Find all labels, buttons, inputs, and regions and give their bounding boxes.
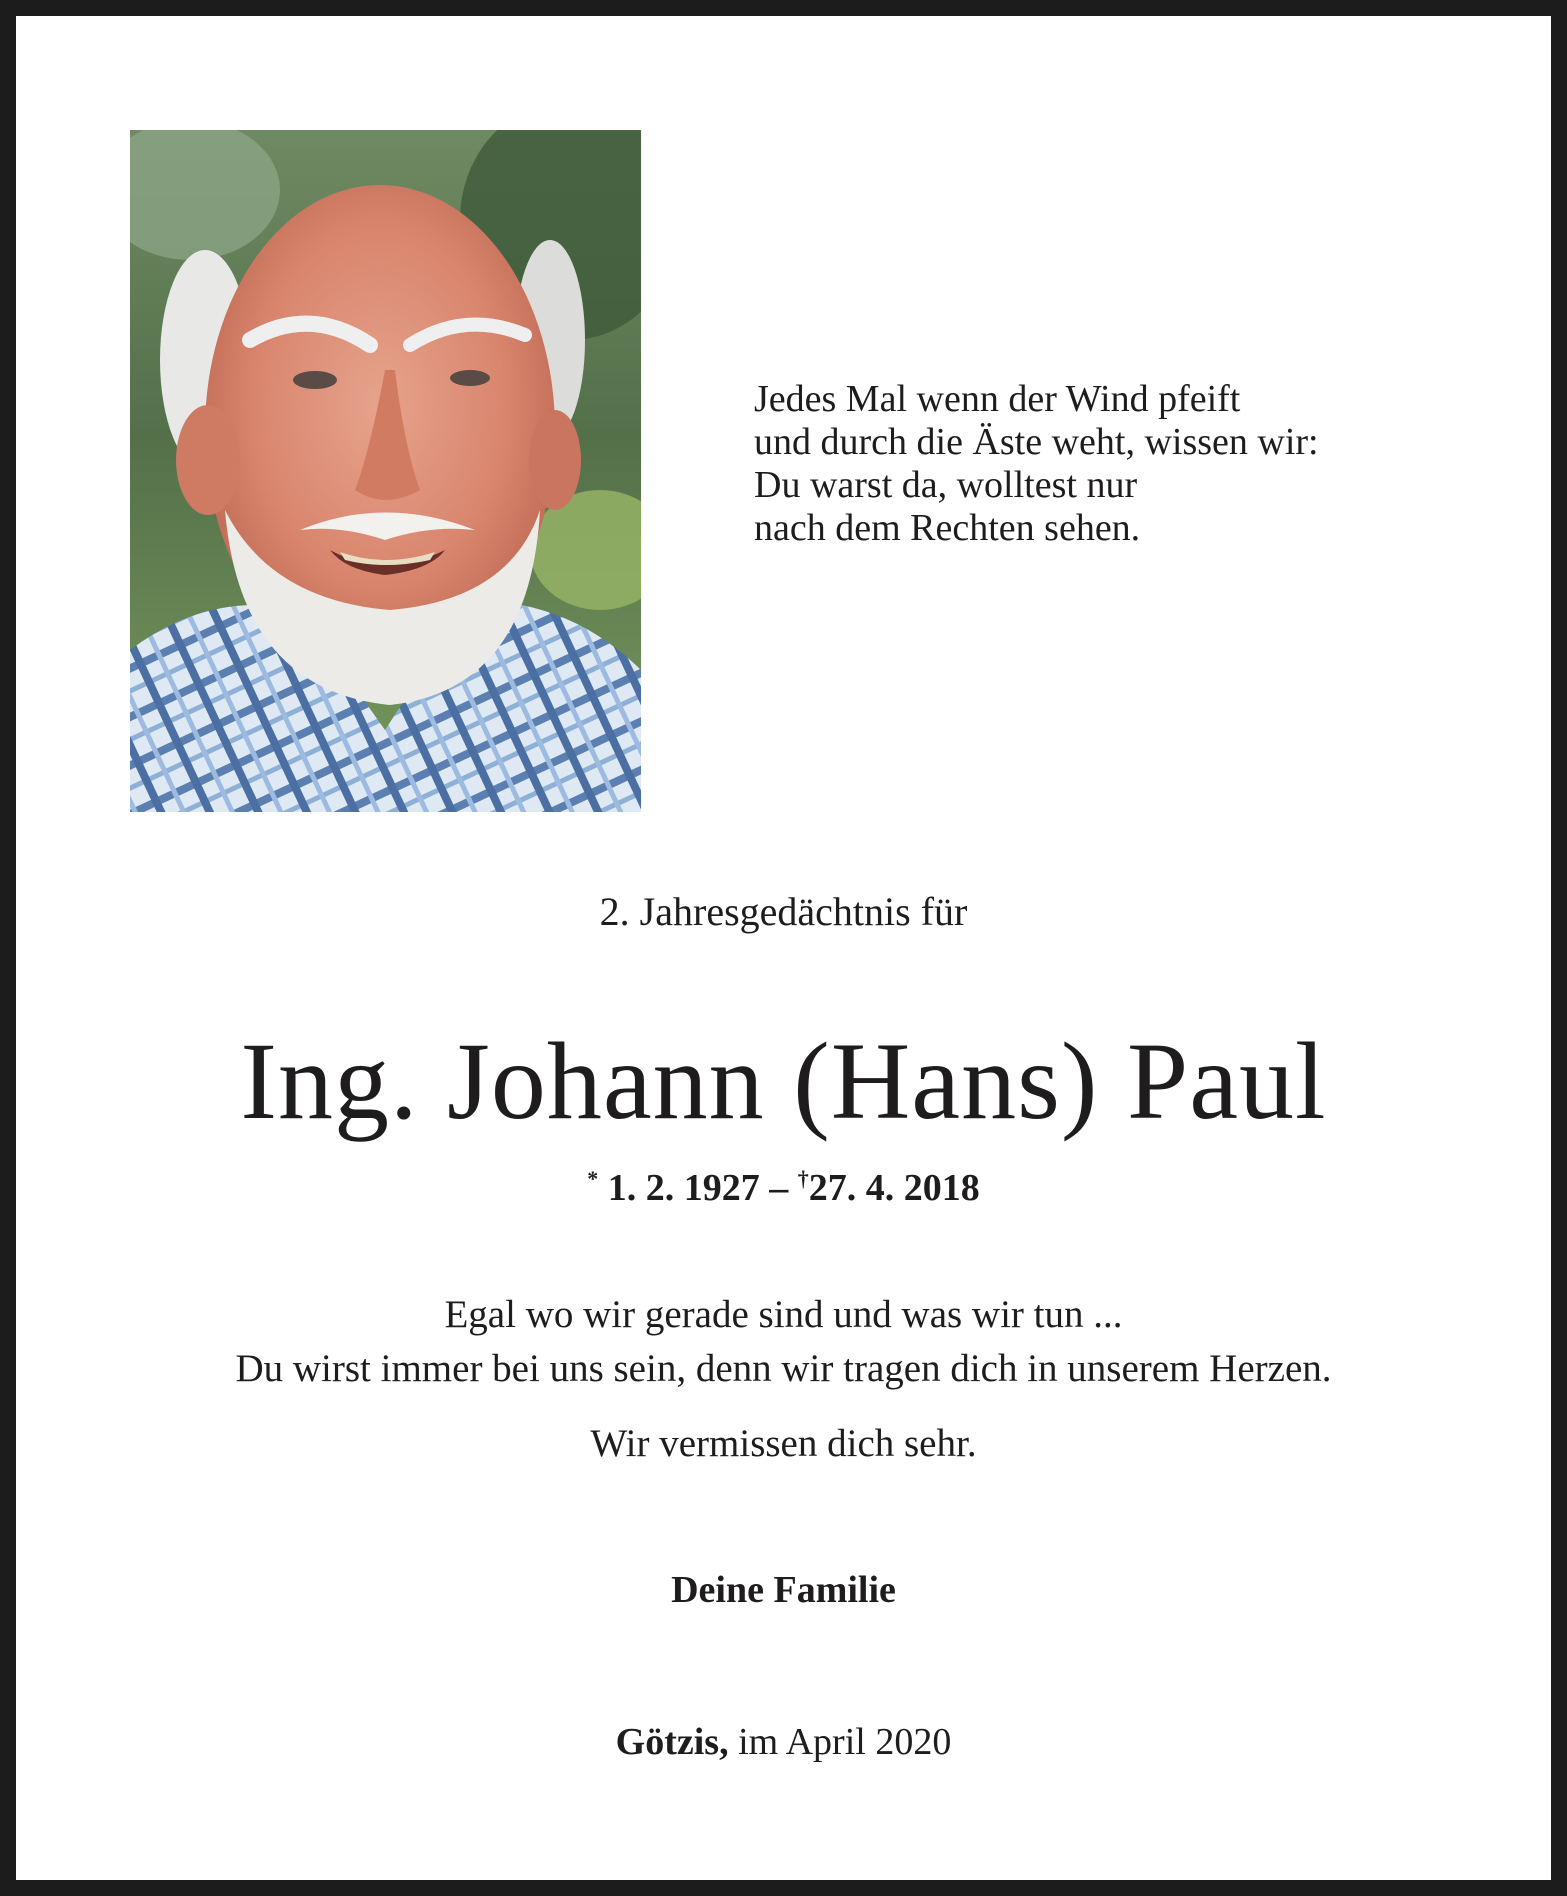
obituary-card [16,16,1551,1880]
poem-line: nach dem Rechten sehen. [754,507,1141,549]
miss-text: Wir vermissen dich sehr. [590,1422,977,1465]
anniversary-heading: 2. Jahresgedächtnis für [599,889,968,934]
birth-date: 1. 2. 1927 [607,1167,760,1209]
portrait-photo [130,130,641,812]
date-separator: – [769,1167,789,1209]
life-dates [16,1166,1551,1210]
poem-line: Du warst da, wolltest nur [754,464,1138,506]
town: Götzis, [615,1721,729,1763]
poem [754,378,1474,550]
death-date: 27. 4. 2018 [808,1167,980,1209]
memorial-message [16,1288,1551,1396]
poem-line: und durch die Äste weht, wissen wir: [754,421,1319,463]
message-line: Egal wo wir gerade sind und was wir tun ... [444,1293,1123,1336]
month-year: im April 2020 [738,1721,952,1763]
portrait-photo-icon [130,130,641,812]
message-line: Du wirst immer bei uns sein, denn wir tragen dich in unserem Herzen. [235,1347,1332,1390]
poem-line: Jedes Mal wenn der Wind pfeift [754,378,1241,420]
signature: Deine Familie [671,1569,896,1611]
death-symbol: † [797,1166,809,1191]
birth-symbol: * [587,1166,599,1191]
place-date [16,1720,1551,1764]
deceased-name: Ing. Johann (Hans) Paul [240,1020,1327,1142]
